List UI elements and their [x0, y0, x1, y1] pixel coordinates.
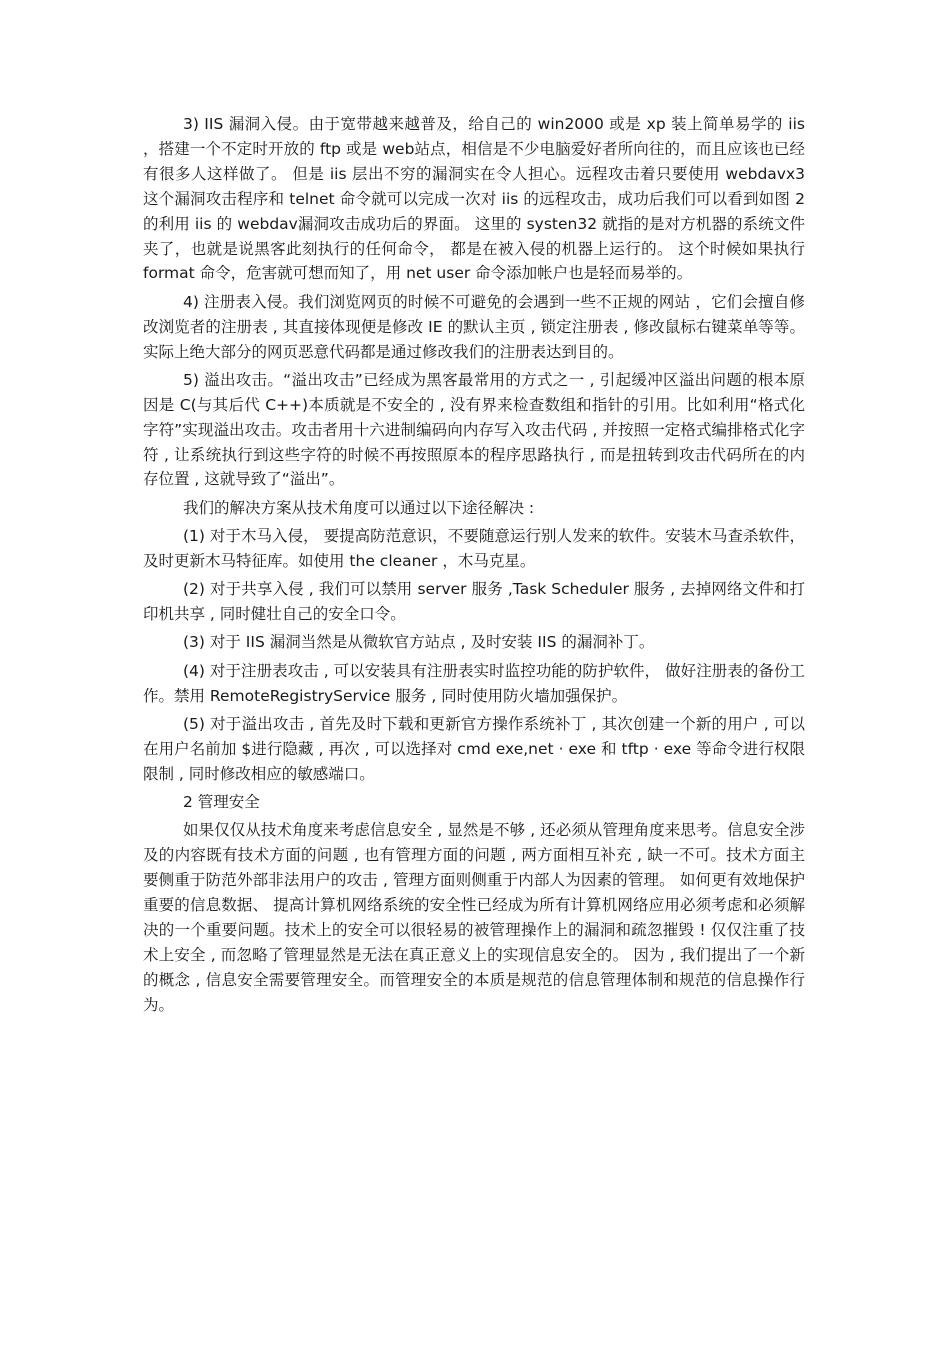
paragraph-solution-iis: (3) 对于 IIS 漏洞当然是从微软官方站点 , 及时安装 IIS 的漏洞补丁。: [183, 633, 655, 652]
paragraph-solution-share: (2) 对于共享入侵 , 我们可以禁用 server 服务 ,Task Scheduler 服务 , 去掉网络文件和打印机共享 , 同时健壮自己的安全口令。: [143, 580, 805, 624]
paragraph-solution-intro: 我们的解决方案从技术角度可以通过以下途径解决 :: [183, 498, 535, 517]
paragraph-management-security: 如果仅仅从技术角度来考虑信息安全 , 显然是不够 , 还必须从管理角度来思考。信息安全涉及的内容既有技术方面的问题 , 也有管理方面的问题 , 两方面相互补充 , 缺一不可。技术方面主要侧重于防范外部非法用户的攻击 , 管理方面则侧重于内部人为因素的管理。 如何更有效地保护重要的信息数据、 提高计算机网络系统的安全性已经成为所有计算机网络应用必须考虑和必须解决的一个重要问题。技术上的安全可以很轻易的被管理操作上的漏洞和疏忽摧毁 ! 仅仅注重了技术上安全 , 而忽略了管理显然是无法在真正意义上的实现信息安全的。 因为 , 我们提出了一个新的概念 , 信息安全需要管理安全。而管理安全的本质是规范的信息管理体制和规范的信息操作行为。: [143, 821, 805, 1014]
section-heading-management-security: 2 管理安全: [183, 793, 260, 812]
document-page: [143, 112, 805, 1018]
paragraph-registry-intrusion: 4) 注册表入侵。我们浏览网页的时候不可避免的会遇到一些不正规的网站 ，它们会擅自修改浏览者的注册表 , 其直接体现便是修改 IE 的默认主页 , 锁定注册表 , 修改鼠标右键菜单等等。实际上绝大部分的网页恶意代码都是通过修改我们的注册表达到目的。: [143, 292, 805, 361]
paragraph-solution-trojan: (1) 对于木马入侵， 要提高防范意识，不要随意运行别人发来的软件。安装木马查杀软件，及时更新木马特征库。如使用 the cleaner ，木马克星。: [143, 527, 805, 570]
paragraph-overflow-attack: 5) 溢出攻击。“溢出攻击”已经成为黑客最常用的方式之一 , 引起缓冲区溢出问题的根本原因是 C(与其后代 C++)本质就是不安全的 , 没有界来检查数组和指针的引用。比如利用“格式化字符”实现溢出攻击。攻击者用十六进制编码向内存写入攻击代码 , 并按照一定格式编排格式化字符 , 让系统执行到这些字符的时候不再按照原本的程序思路执行 , 而是扭转到攻击代码所在的内存位置 , 这就导致了“溢出”。: [143, 370, 805, 489]
paragraph-iis-intrusion: 3) IIS 漏洞入侵。由于宽带越来越普及，给自己的 win2000 或是 xp 装上简单易学的 iis ，搭建一个不定时开放的 ftp 或是 web站点，相信是不少电脑爱好者所向往的，而且应该也已经有很多人这样做了。 但是 iis 层出不穷的漏洞实在令人担心。远程攻击着只要使用 webdavx3 这个漏洞攻击程序和 telnet 命令就可以完成一次对 iis 的远程攻击，成功后我们可以看到如图 2 的利用 iis 的 webdav漏洞攻击成功后的界面。 这里的 systen32 就指的是对方机器的系统文件夹了，也就是说黑客此刻执行的任何命令， 都是在被入侵的机器上运行的。 这个时候如果执行 format 命令，危害就可想而知了，用 net user 命令添加帐户也是轻而易举的。: [143, 115, 805, 283]
paragraph-solution-registry: (4) 对于注册表攻击 , 可以安装具有注册表实时监控功能的防护软件， 做好注册表的备份工作。禁用 RemoteRegistryService 服务 , 同时使用防火墙加强保护。: [143, 661, 805, 705]
paragraph-solution-overflow: (5) 对于溢出攻击 , 首先及时下载和更新官方操作系统补丁 , 其次创建一个新的用户 , 可以在用户名前加 $进行隐藏 , 再次 , 可以选择对 cmd exe,net · exe 和 tftp · exe 等命令进行权限限制 , 同时修改相应的敏感端口。: [143, 714, 805, 783]
